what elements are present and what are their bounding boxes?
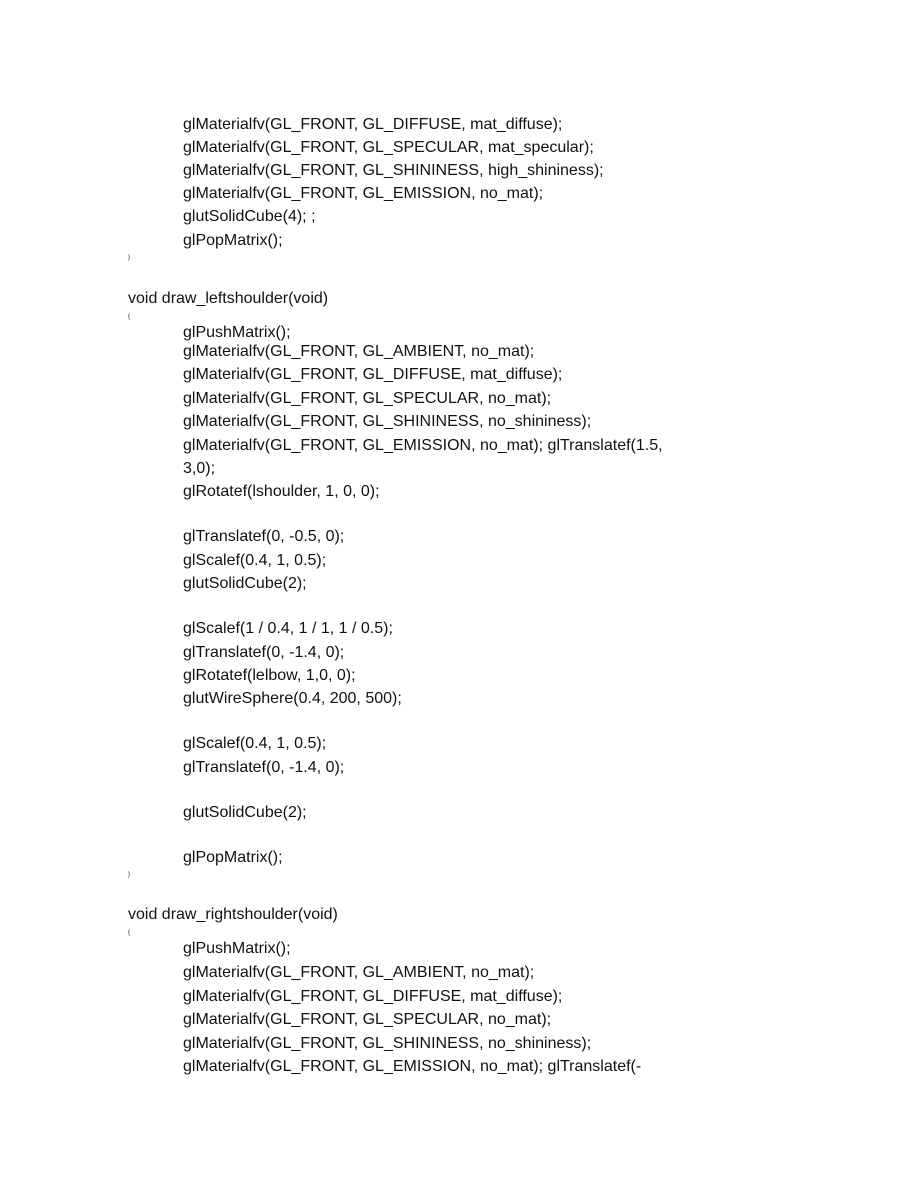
code-line: glutSolidCube(4); ;: [183, 208, 316, 225]
code-line: glPushMatrix();: [183, 324, 291, 341]
code-line: glScalef(1 / 0.4, 1 / 1, 1 / 0.5);: [183, 620, 393, 637]
code-line: glMaterialfv(GL_FRONT, GL_EMISSION, no_mat); glTranslatef(1.5,: [183, 437, 663, 454]
code-line: glMaterialfv(GL_FRONT, GL_SPECULAR, no_mat);: [183, 1011, 552, 1028]
code-line: glScalef(0.4, 1, 0.5);: [183, 552, 327, 569]
opening-brace: {: [128, 930, 131, 936]
closing-brace: }: [128, 872, 131, 878]
function-signature: void draw_leftshoulder(void): [128, 290, 329, 307]
function-signature: void draw_rightshoulder(void): [128, 906, 338, 923]
code-line: glTranslatef(0, -1.4, 0);: [183, 759, 345, 776]
code-line: glMaterialfv(GL_FRONT, GL_SPECULAR, no_mat);: [183, 390, 552, 407]
code-line: glPopMatrix();: [183, 849, 283, 866]
code-line: glMaterialfv(GL_FRONT, GL_AMBIENT, no_mat);: [183, 964, 535, 981]
code-line: glMaterialfv(GL_FRONT, GL_EMISSION, no_mat);: [183, 185, 544, 202]
opening-brace: {: [128, 314, 131, 320]
code-line: glTranslatef(0, -0.5, 0);: [183, 528, 345, 545]
code-line: glMaterialfv(GL_FRONT, GL_AMBIENT, no_mat);: [183, 343, 535, 360]
code-line: glRotatef(lshoulder, 1, 0, 0);: [183, 483, 380, 500]
code-line: glTranslatef(0, -1.4, 0);: [183, 644, 345, 661]
code-line: glMaterialfv(GL_FRONT, GL_DIFFUSE, mat_diffuse);: [183, 988, 563, 1005]
code-line: glMaterialfv(GL_FRONT, GL_SHININESS, no_shininess);: [183, 413, 592, 430]
code-line: glPopMatrix();: [183, 232, 283, 249]
code-line: glMaterialfv(GL_FRONT, GL_SHININESS, no_shininess);: [183, 1035, 592, 1052]
code-line: glRotatef(lelbow, 1,0, 0);: [183, 667, 356, 684]
code-line: glMaterialfv(GL_FRONT, GL_DIFFUSE, mat_diffuse);: [183, 116, 563, 133]
code-line: glScalef(0.4, 1, 0.5);: [183, 735, 327, 752]
code-line: glPushMatrix();: [183, 940, 291, 957]
code-line: glutSolidCube(2);: [183, 804, 307, 821]
code-line: glutSolidCube(2);: [183, 575, 307, 592]
code-line: glMaterialfv(GL_FRONT, GL_EMISSION, no_mat); glTranslatef(-: [183, 1058, 642, 1075]
code-line: 3,0);: [183, 460, 216, 477]
closing-brace: }: [128, 255, 131, 261]
code-line: glMaterialfv(GL_FRONT, GL_SPECULAR, mat_specular);: [183, 139, 594, 156]
code-line: glMaterialfv(GL_FRONT, GL_DIFFUSE, mat_diffuse);: [183, 366, 563, 383]
code-line: glutWireSphere(0.4, 200, 500);: [183, 690, 402, 707]
code-line: glMaterialfv(GL_FRONT, GL_SHININESS, high_shininess);: [183, 162, 604, 179]
